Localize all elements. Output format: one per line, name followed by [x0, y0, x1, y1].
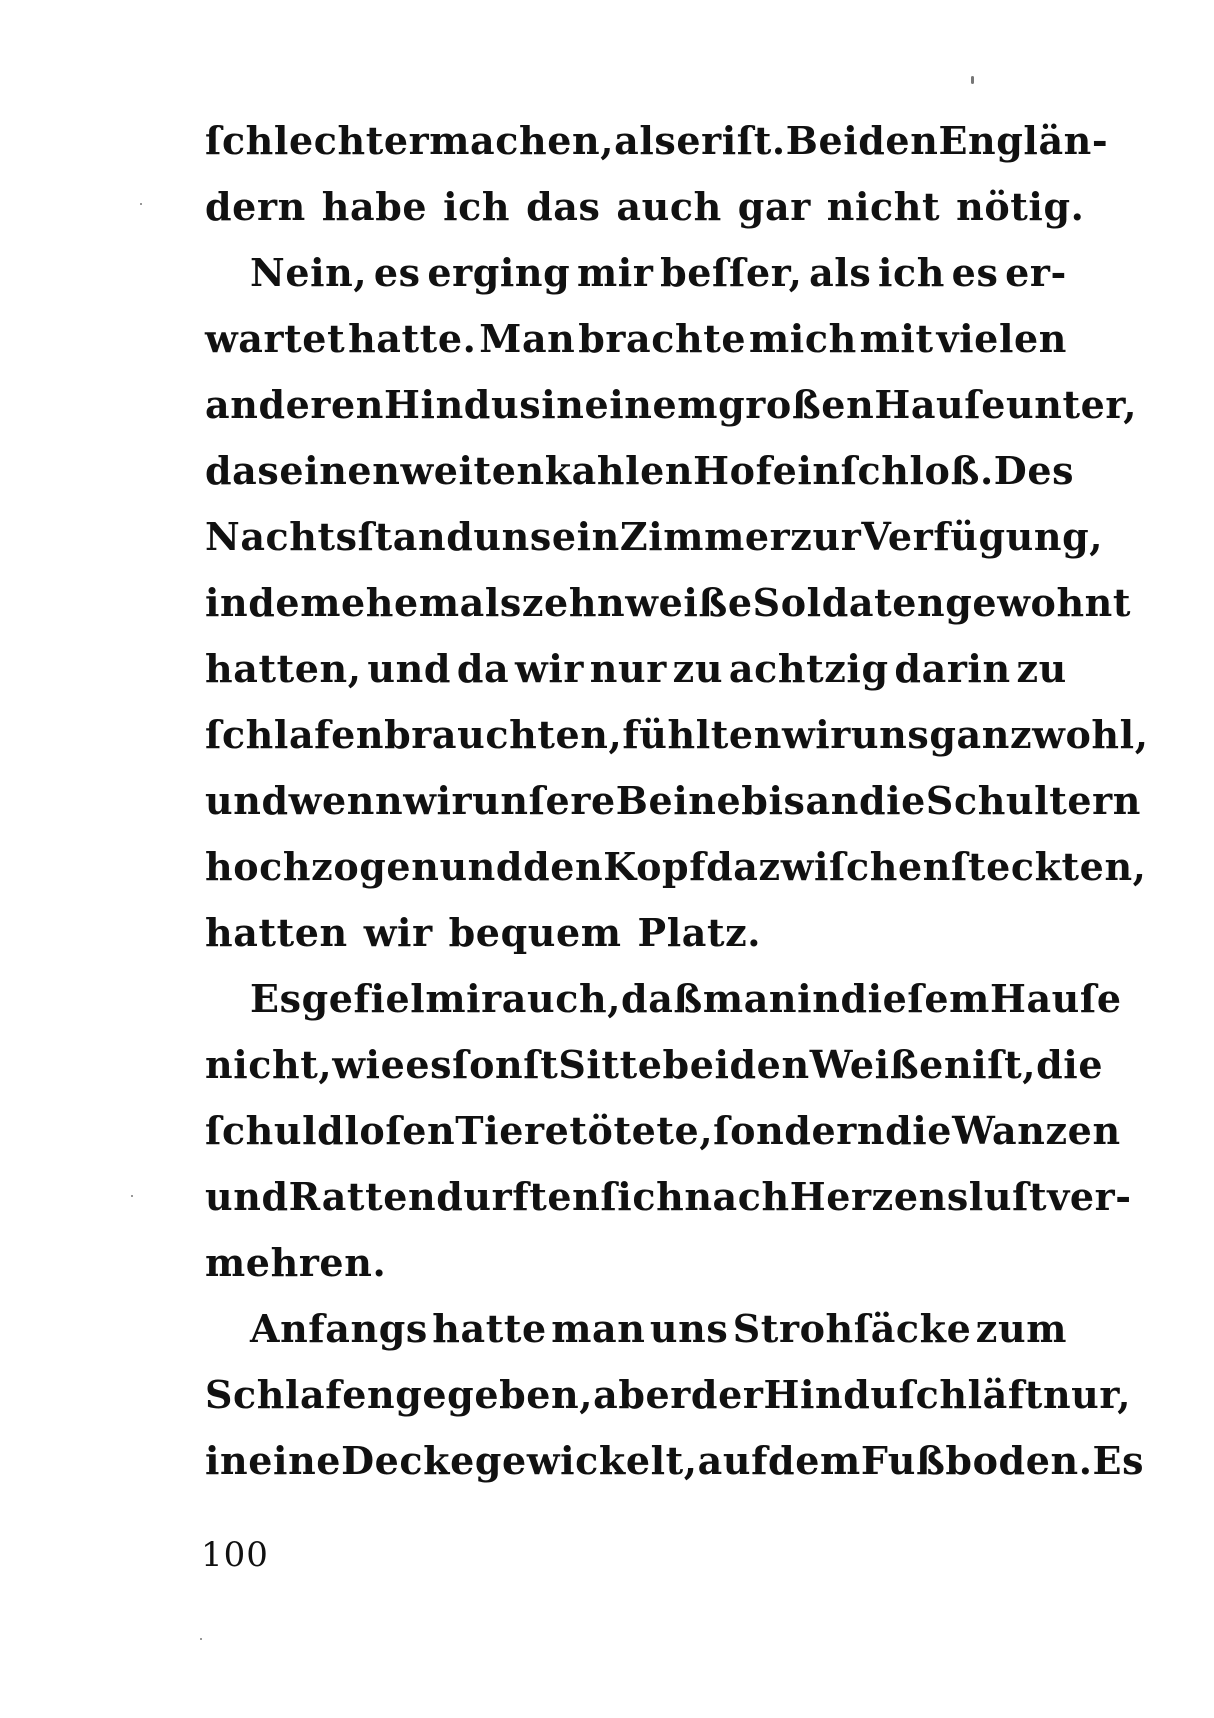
word: großen — [718, 382, 875, 427]
text-line — [205, 900, 1067, 966]
word: dem — [768, 1438, 861, 1483]
word: Verfügung, — [861, 514, 1104, 559]
body-text — [205, 108, 1149, 1494]
word: mir — [425, 976, 502, 1021]
text-line — [205, 1362, 1132, 1428]
word: gar — [737, 184, 811, 229]
word: zur — [790, 514, 862, 559]
word: Fußboden. — [860, 1438, 1093, 1483]
word: wir — [403, 778, 473, 823]
word: erging — [427, 250, 571, 295]
word: mit — [859, 316, 934, 361]
word: eine — [248, 1438, 342, 1483]
text-line — [205, 174, 1085, 240]
word: ſchlafen — [205, 712, 385, 757]
word: fühlten — [622, 712, 782, 757]
word: Nein, — [250, 250, 368, 295]
word: wir — [363, 910, 433, 955]
word: das — [526, 184, 601, 229]
word: den — [858, 118, 939, 163]
word: einſchloß. — [772, 448, 994, 493]
word: und — [205, 778, 289, 823]
text-line — [205, 1032, 1104, 1098]
word: auf — [697, 1438, 769, 1483]
text-line — [205, 570, 1132, 636]
text-line — [205, 966, 1122, 1032]
word: Hauſe — [874, 382, 1006, 427]
word: die — [885, 1108, 953, 1153]
speck — [140, 203, 142, 205]
word: nach — [684, 1174, 790, 1219]
word: ein — [551, 514, 620, 559]
word: in — [205, 1438, 249, 1483]
word: wie — [332, 1042, 406, 1087]
word: gefiel — [301, 976, 426, 1021]
word: Man — [479, 316, 576, 361]
word: ſich — [600, 1174, 685, 1219]
word: dazwiſchen — [706, 844, 951, 889]
word: wir — [515, 646, 584, 691]
word: zehn — [521, 580, 626, 625]
word: unſere — [472, 778, 616, 823]
word: hatte. — [348, 316, 477, 361]
word: Des — [993, 448, 1075, 493]
word: Nachts — [205, 514, 358, 559]
word: mir — [576, 250, 654, 295]
text-line — [205, 306, 1067, 372]
word: als — [809, 250, 872, 295]
word: und — [439, 844, 524, 889]
speck — [131, 1195, 133, 1197]
word: brachte — [578, 316, 747, 361]
text-line — [205, 240, 1067, 306]
word: da — [456, 646, 510, 691]
page-number: 100 — [201, 1535, 269, 1575]
word: Anfangs — [250, 1306, 428, 1351]
word: nötig. — [956, 184, 1085, 229]
word: unter, — [1006, 382, 1138, 427]
word: achtzig — [728, 646, 889, 691]
word: in — [205, 580, 249, 625]
word: Schultern — [925, 778, 1141, 823]
word: die — [858, 778, 926, 823]
word: einem — [584, 382, 719, 427]
text-line — [205, 504, 1104, 570]
word: den — [729, 1042, 810, 1087]
word: weiten — [400, 448, 545, 493]
text-line — [205, 108, 1109, 174]
word: ſondern — [713, 1108, 886, 1153]
word: ehemals — [341, 580, 522, 625]
word: man — [551, 1306, 646, 1351]
word: und — [205, 1174, 289, 1219]
word: Zimmer — [619, 514, 791, 559]
word: kahlen — [544, 448, 694, 493]
word: es — [405, 1042, 453, 1087]
word: wenn — [288, 778, 404, 823]
word: man — [702, 976, 798, 1021]
word: habe — [321, 184, 428, 229]
word: machen, — [429, 118, 615, 163]
word: hatten — [205, 910, 348, 955]
word: und — [367, 646, 452, 691]
text-line — [205, 1428, 1145, 1494]
text-line — [205, 702, 1149, 768]
word: ſchuldloſen — [205, 1108, 456, 1153]
word: es — [373, 250, 421, 295]
text-line — [205, 438, 1075, 504]
word: uns — [649, 1306, 729, 1351]
word: nicht, — [205, 1042, 333, 1087]
word: dem — [248, 580, 342, 625]
word: hochzogen — [205, 844, 440, 889]
word: auch, — [501, 976, 622, 1021]
word: ſteckten, — [950, 844, 1147, 889]
text-line — [205, 1296, 1067, 1362]
word: Weißen — [809, 1042, 973, 1087]
word: nicht — [826, 184, 941, 229]
word: weiße — [625, 580, 753, 625]
word: das — [205, 448, 280, 493]
word: uns — [850, 712, 930, 757]
word: wohl, — [1032, 712, 1149, 757]
word: uns — [473, 514, 552, 559]
text-line — [205, 834, 1147, 900]
word: ſonſt — [452, 1042, 559, 1087]
word: mehren. — [205, 1240, 387, 1285]
word: als — [614, 118, 677, 163]
word: Hauſe — [989, 976, 1122, 1021]
word: ich — [878, 250, 946, 295]
word: Englän- — [938, 118, 1109, 163]
word: er — [676, 118, 722, 163]
word: ſtand — [357, 514, 474, 559]
word: nur — [589, 646, 667, 691]
word: in — [541, 382, 585, 427]
word: Bei — [785, 118, 859, 163]
text-line — [205, 1230, 1067, 1296]
word: in — [797, 976, 841, 1021]
speck — [971, 76, 974, 84]
word: ſchläft — [898, 1372, 1043, 1417]
word: den — [523, 844, 604, 889]
word: Beine — [615, 778, 742, 823]
word: ſchlechter — [205, 118, 430, 163]
word: Platz. — [637, 910, 762, 955]
word: Soldaten — [752, 580, 946, 625]
text-line — [205, 636, 1067, 702]
word: brauchten, — [384, 712, 623, 757]
word: die — [1036, 1042, 1104, 1087]
word: bequem — [448, 910, 622, 955]
word: Hindu — [763, 1372, 899, 1417]
word: Herzensluſt — [789, 1174, 1048, 1219]
word: nur, — [1042, 1372, 1132, 1417]
word: anderen — [205, 382, 385, 427]
word: Wanzen — [952, 1108, 1121, 1153]
word: Sitte — [558, 1042, 663, 1087]
word: Schlafen — [205, 1372, 396, 1417]
word: auch — [616, 184, 722, 229]
word: zum — [975, 1306, 1067, 1351]
word: an — [805, 778, 859, 823]
word: bis — [741, 778, 806, 823]
word: hatte — [432, 1306, 547, 1351]
word: Hof — [693, 448, 773, 493]
word: durften — [436, 1174, 601, 1219]
word: beſſer, — [660, 250, 803, 295]
text-line — [205, 768, 1141, 834]
word: gegeben, — [395, 1372, 594, 1417]
word: Strohſäcke — [732, 1306, 972, 1351]
word: Decke — [341, 1438, 475, 1483]
word: es — [951, 250, 999, 295]
word: dieſem — [840, 976, 990, 1021]
word: Hindus — [384, 382, 542, 427]
word: Kopf — [603, 844, 707, 889]
word: hatten, — [205, 646, 362, 691]
word: einen — [279, 448, 401, 493]
word: ganz — [929, 712, 1033, 757]
word: vielen — [936, 316, 1067, 361]
word: iſt. — [721, 118, 786, 163]
word: zu — [1016, 646, 1067, 691]
word: zu — [672, 646, 724, 691]
word: daß — [621, 976, 703, 1021]
word: gewickelt, — [474, 1438, 698, 1483]
word: gewohnt — [945, 580, 1132, 625]
word: wartet — [205, 316, 346, 361]
word: iſt, — [972, 1042, 1037, 1087]
word: der — [690, 1372, 764, 1417]
text-line — [205, 372, 1138, 438]
word: wir — [781, 712, 851, 757]
word: Es — [250, 976, 302, 1021]
word: aber — [593, 1372, 691, 1417]
text-line — [205, 1164, 1132, 1230]
speck — [200, 1638, 202, 1640]
word: ver- — [1047, 1174, 1132, 1219]
word: Ratten — [288, 1174, 437, 1219]
word: ich — [443, 184, 511, 229]
word: Es — [1092, 1438, 1145, 1483]
word: er- — [1005, 250, 1067, 295]
word: Tiere — [455, 1108, 570, 1153]
word: darin — [894, 646, 1011, 691]
word: mich — [748, 316, 857, 361]
word: dern — [205, 184, 306, 229]
word: tötete, — [569, 1108, 714, 1153]
text-line — [205, 1098, 1121, 1164]
word: bei — [662, 1042, 730, 1087]
